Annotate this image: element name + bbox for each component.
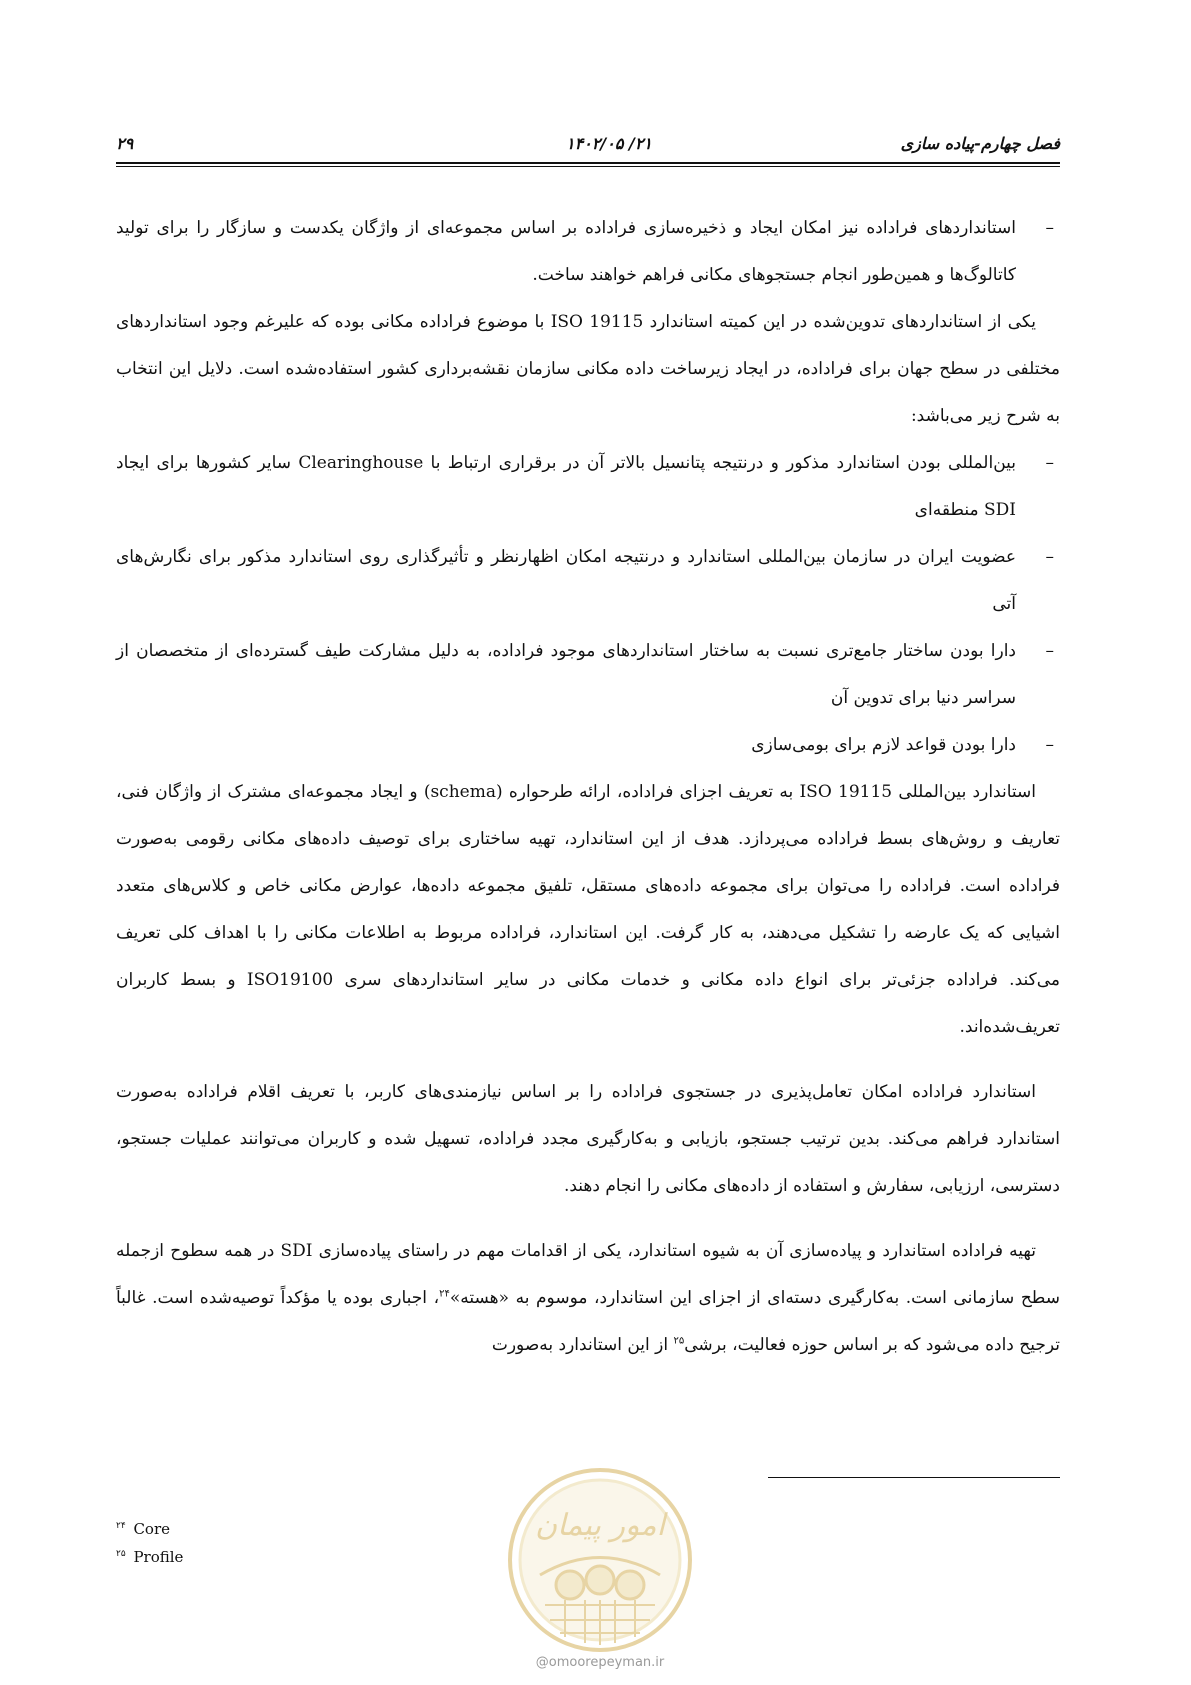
list-item: – بین‌المللی بودن استاندارد مذکور و درنتیجه پتانسیل بالاتر آن در برقراری ارتباط با Clearinghouse سایر کشورها برای ایجاد SDI منطقه‌ای [116, 440, 1060, 534]
paragraph-1: یکی از استانداردهای تدوین‌شده در این کمیته استاندارد ISO 19115 با موضوع فراداده مکانی بوده که علیرغم وجود استانداردهای مختلفی در سطح جهان برای فراداده، در ایجاد زیرساخت داده مکانی سازمان نقشه‌برداری کشور استفاده‌شده است. دلایل این انتخاب به شرح زیر می‌باشد: [116, 312, 1060, 426]
chapter-title: فصل چهارم-پیاده سازی [900, 134, 1060, 153]
footnote-ref-25: ۲۵ [673, 1335, 685, 1347]
footnote-24 [116, 1515, 183, 1543]
footnote-number: ۲۵ [116, 1549, 126, 1559]
body-text [116, 205, 1060, 1369]
paragraph-4-text-b: ، اجباری بوده یا مؤکداً توصیه‌شده است. غالباً ترجیح داده می‌شود که بر اساس حوزه فعالیت، برشی [116, 1288, 1060, 1355]
bullet-list-2 [116, 440, 1060, 769]
header-date: ۲۱/ ۱۴۰۲/۰۵ [566, 134, 653, 153]
paragraph-2: استاندارد بین‌المللی ISO 19115 به تعریف اجزای فراداده، ارائه طرحواره (schema) و ایجاد مجموعه‌ای مشترک از واژگان فنی، تعاریف و روش‌های بسط فراداده می‌پردازد. هدف از این استاندارد، تهیه ساختاری برای توصیف داده‌های مکانی رقومی به‌صورت فراداده است. فراداده را می‌توان برای مجموعه داده‌های مستقل، تلفیق مجموعه داده‌ها، عوارض مکانی خاص و کلاس‌های متعدد اشیایی که یک عارضه را تشکیل می‌دهند، به کار گرفت. این استاندارد، فراداده مربوط به اطلاعات مکانی را با اهداف کلی تعریف می‌کند. فراداده جزئی‌تر برای انواع داده مکانی و خدمات مکانی در سایر استانداردهای سری ISO19100 و بسط کاربران تعریف‌شده‌اند. [116, 782, 1060, 1037]
list-item: – استانداردهای فراداده نیز امکان ایجاد و ذخیره‌سازی فراداده بر اساس مجموعه‌ای از واژگان یکدست و سازگار را برای تولید کاتالوگ‌ها و همین‌طور انجام جستجوهای مکانی فراهم خواهند ساخت. [116, 205, 1060, 299]
list-item: – دارا بودن ساختار جامع‌تری نسبت به ساختار استانداردهای موجود فراداده، به دلیل مشارکت طیف گسترده‌ای از متخصصان از سراسر دنیا برای تدوین آن [116, 628, 1060, 722]
footnote-number: ۲۴ [116, 1521, 126, 1531]
page-header [116, 130, 1060, 160]
footnote-ref-24: ۲۴ [439, 1288, 450, 1300]
footnote-text: Core [133, 1520, 171, 1538]
paragraph-4-text-a: تهیه فراداده استاندارد و پیاده‌سازی آن به شیوه استاندارد، یکی از اقدامات مهم در راستای پیاده‌سازی SDI در همه سطوح ازجمله سطح سازمانی است. به‌کارگیری دسته‌ای از اجزای این استاندارد، موسوم به «هسته» [116, 1241, 1060, 1308]
watermark-text: @omoorepeyman.ir [535, 1655, 665, 1670]
header-rule-thick [116, 162, 1060, 164]
page-number: ۲۹ [116, 134, 134, 153]
bullet-list-1 [116, 205, 1060, 299]
list-item: – دارا بودن قواعد لازم برای بومی‌سازی [116, 722, 1060, 769]
paragraph-4 [116, 1228, 1060, 1369]
list-item: – عضویت ایران در سازمان بین‌المللی استاندارد و درنتیجه امکان اظهارنظر و تأثیرگذاری روی استاندارد مذکور برای نگارش‌های آتی [116, 534, 1060, 628]
paragraph-3: استاندارد فراداده امکان تعامل‌پذیری در جستجوی فراداده را بر اساس نیازمندی‌های کاربر، با تعریف اقلام فراداده به‌صورت استاندارد فراهم می‌کند. بدین ترتیب جستجو، بازیابی و به‌کارگیری مجدد فراداده، تسهیل شده و کاربران می‌توانند عملیات جستجو، دسترسی، ارزیابی، سفارش و استفاده از داده‌های مکانی را انجام دهند. [116, 1082, 1060, 1196]
svg-text:امور پیمان: امور پیمان [535, 1508, 665, 1543]
footnote-25 [116, 1543, 183, 1571]
footnotes [116, 1515, 183, 1571]
header-rule-thin [116, 166, 1060, 167]
footnote-text: Profile [133, 1548, 184, 1566]
paragraph-4-text-c: از این استاندارد به‌صورت [491, 1335, 674, 1355]
company-logo-icon [505, 1465, 695, 1655]
footnote-rule [768, 1477, 1060, 1478]
